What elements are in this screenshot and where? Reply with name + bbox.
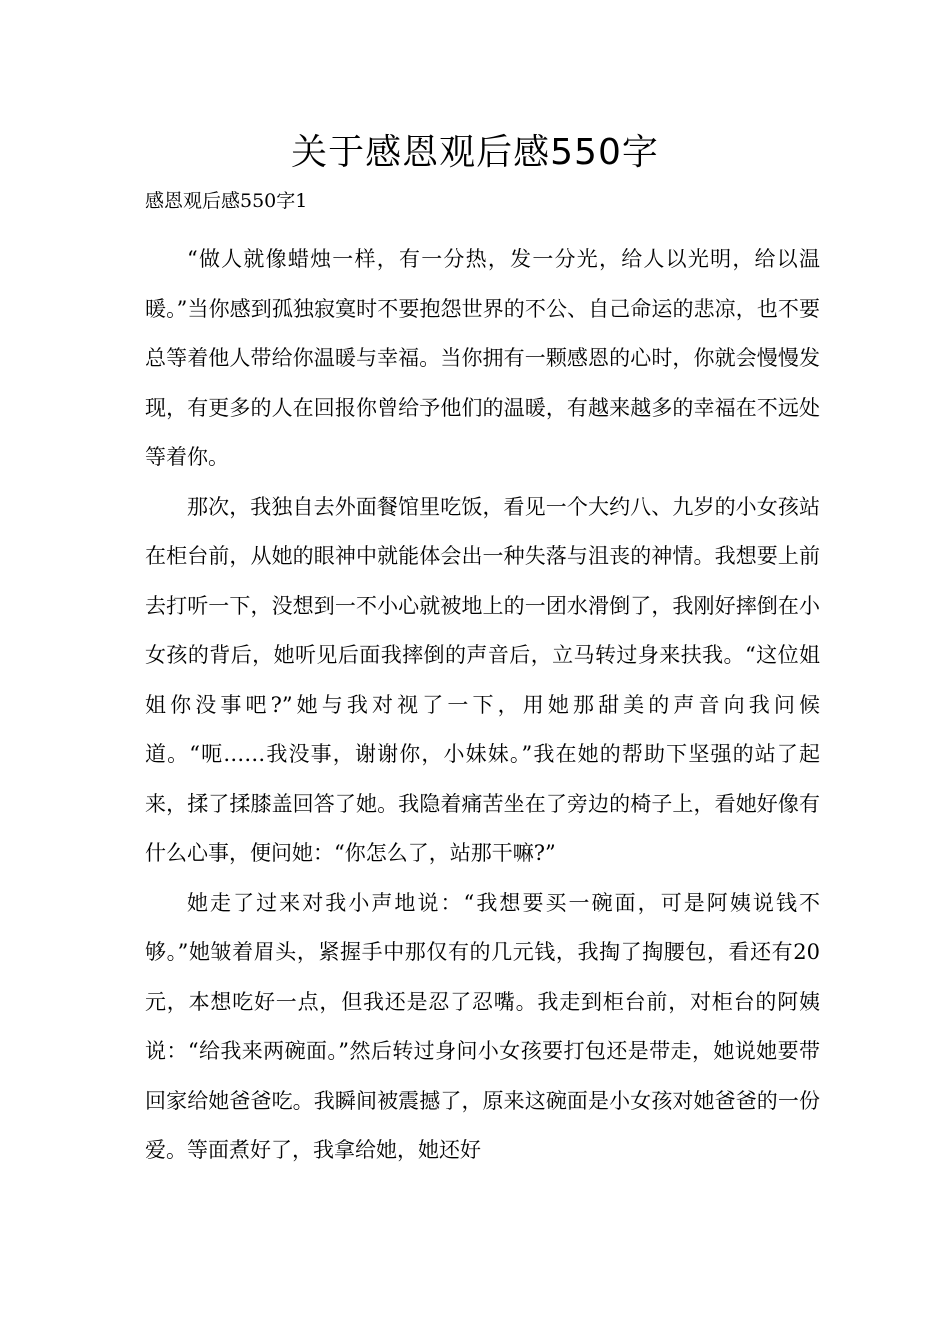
document-title: 关于感恩观后感550字 [291, 132, 659, 173]
document-body [145, 235, 820, 1176]
paragraph-1: “做人就像蜡烛一样，有一分热，发一分光，给人以光明，给以温暖。”当你感到孤独寂寞时不要抱怨世界的不公、自己命运的悲凉，也不要总等着他人带给你温暖与幸福。当你拥有一颗感恩的心时，你就会慢慢发现，有更多的人在回报你曾给予他们的温暖，有越来越多的幸福在不远处等着你。 [145, 247, 820, 469]
section-heading: 感恩观后感550字1 [145, 190, 308, 212]
paragraph-2: 那次，我独自去外面餐馆里吃饭，看见一个大约八、九岁的小女孩站在柜台前，从她的眼神中就能体会出一种失落与沮丧的神情。我想要上前去打听一下，没想到一不小心就被地上的一团水滑倒了，我刚好摔倒在小女孩的背后，她听见后面我摔倒的声音后，立马转过身来扶我。“这位姐姐你没事吧?”她与我对视了一下，用她那甜美的声音向我问候道。“呃……我没事，谢谢你，小妹妹。”我在她的帮助下坚强的站了起来，揉了揉膝盖回答了她。我隐着痛苦坐在了旁边的椅子上，看她好像有什么心事，便问她：“你怎么了，站那干嘛?” [145, 494, 820, 865]
paragraph-3: 她走了过来对我小声地说：“我想要买一碗面，可是阿姨说钱不够。”她皱着眉头，紧握手中那仅有的几元钱，我掏了掏腰包，看还有20元，本想吃好一点，但我还是忍了忍嘴。我走到柜台前，对柜台的阿姨说：“给我来两碗面。”然后转过身问小女孩要打包还是带走，她说她要带回家给她爸爸吃。我瞬间被震撼了，原来这碗面是小女孩对她爸爸的一份爱。等面煮好了，我拿给她，她还好 [145, 890, 820, 1162]
